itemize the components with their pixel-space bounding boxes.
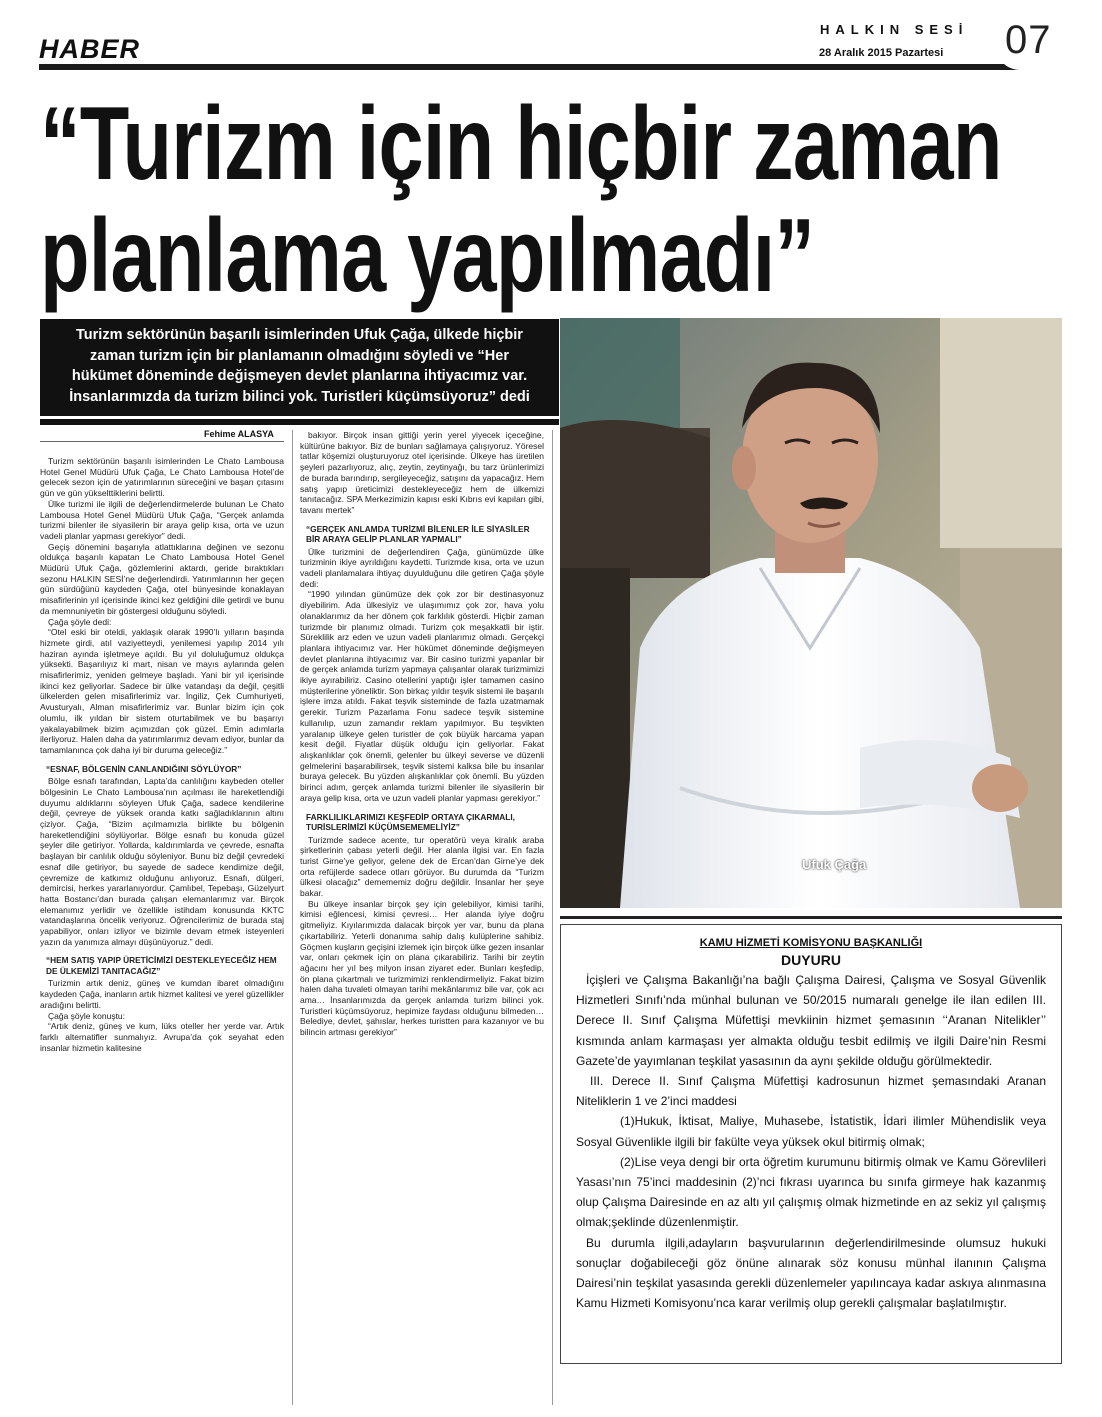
article-paragraph: Geçiş dönemini başarıyla atlattıklarına değinen ve sezonu oldukça başarılı kapatan Le Chato Lambousa Hotel Genel Müdürü Ufuk Çağa, gözlemlerini aktardı, geride bıraktıkları sezonu HALKIN SESİ’ne değerlendirdi. Yatırımlarının her geçen gün sürdüğünü kaydeden Çağa, otel bünyesinde konaklayan misafirlerinin yıl içerisinde ikinci kez geldiğini dile getirdi ve bunu da memnuniyetin bir göstergesi olduğunu söyledi.	[40, 541, 284, 616]
publication-name: HALKIN SESİ	[820, 22, 969, 37]
article-paragraph: Bölge esnafı tarafından, Lapta’da canlılığını kaybeden oteller bölgesinin Le Chato Lambousa’nın açılması ile hareketlendiği duyumu aldıklarını söyleyen Ufuk Çağa, sadece kendilerine değil, çevreye de yüksek oranda katkı sağladıklarının altını çiziyor. Çağa, “Bizim açılmamızla birlikte bu bölgenin hareketlendiğini söylüyorlar. Bölge esnafı bu konuda güzel şeyler dile getiriyor. Yollarda, kaldırımlarda ve çevrede, esnafta başlayan bir canlılık olduğu söyleniyor. Bunu biz değil çevredeki esnaf dile getiriyor, bu sayede de sadece kendimize değil, çevremize de katkımız olduğunu anlıyoruz. Esnafı, dülgeri, demircisi, herkes yararlanıyordur. Çamlıbel, Tepebaşı, Güzelyurt hatta Bostancı’dan burada çalışan elemanlarımız var. Birçok elemanımız yerlidir ve özellikle istihdam konusunda KKTC vatandaşlarına öncelik veriyoruz. Öğrencilerimiz de burada staj yapabiliyor, onları izliyor ve bizimle devam etmek isteyenleri yazın da yanımıza almayı düşünüyoruz.” dedi.	[40, 776, 284, 947]
article-paragraph: Ülke turizmini de değerlendiren Çağa, günümüzde ülke turizminin ikiye ayrıldığını kaydetti. Turizmde kısa, orta ve uzun vadeli planlamalara ihtiyaç duyulduğunu dile getiren Çağa şöyle dedi:	[300, 546, 544, 589]
article-paragraph: Turizm sektörünün başarılı isimlerinden Le Chato Lambousa Hotel Genel Müdürü Ufuk Çağa, Le Chato Lambousa Hotel’de gelecek sezon için de yatırımlarının süreceğini ve başarı çıtasını gün ve gün yükselttiklerini belirtti.	[40, 456, 284, 499]
notice-paragraph: III. Derece II. Sınıf Çalışma Müfettişi kadrosunun hizmet şemasındaki Aranan Niteliklerin 1 ve 2’inci maddesi	[576, 1074, 1046, 1109]
lead-box	[40, 319, 559, 416]
notice-title: KAMU HİZMETİ KOMİSYONU BAŞKANLIĞI	[699, 937, 923, 949]
article-paragraph: Bu ülkeye insanlar birçok şey için gelebiliyor, kimisi tarihi, kimisi eğlencesi, kimisi çevresi… Her alanda iyiye doğru gitmeliyiz. Kıyılarımızda dalacak birçok yer var, bunu da plana çıkartabiliriz. Yeterli donanıma sahip dalış kulüplerine sahibiz. Göçmen kuşların geçişini izlemek için birçok ülke gezen insanlar var, onları çekmek için on plana çıkarabiliriz. Tarihi bir zeytin ağacını her yıl beş milyon insan ziyaret eder. Bunları keşfedip, ön plana çıkartmalı ve turizmimizi renklendirmeliyiz. Fakat bizim halen daha tuvaleti olmayan tarihi mekânlarımız bile var, çok acı ama… İnsanlarımızda da gerçek anlamda turizm bilinci yok. Turistleri küçümsüyoruz, hepimize faydası olduğunu bilmeden… Belediye, devlet, şahıslar, herkes turistten para kazanıyor ve bu bilincin artması gerekiyor”	[300, 898, 544, 1038]
headline-line-2: planlama yapılmadı”	[40, 198, 815, 314]
section-label: HABER	[39, 34, 141, 64]
notice-content	[576, 936, 1046, 1313]
headline-line-1: “Turizm için hiçbir zaman	[40, 86, 1002, 202]
column-divider	[552, 430, 553, 1405]
portrait-photo	[560, 318, 1062, 908]
article-paragraph: “Otel eski bir oteldi, yaklaşık olarak 1990’lı yılların başında hizmete girdi, atıl vaziyetteydi, yenilemesi yapılıp 2014 yılı haziran ayında işletmeye açıldı. Bu yıl doluluğumuz oldukça yüksekti. Başarılıyız ki mart, nisan ve mayıs aylarında gelen misafirlerimiz, yeniden gelmeye başladı. Yani bir yıl içerisinde ikinci kez geliyorlar. Sadece bir ülke vatandaşı da değil, çeşitli ülkelerden gelen misafirlerimiz var. İngiliz, Çek Cumhuriyeti, Avusturyalı, Alman misafirlerimiz var. Bunlar bizim için çok olumlu, ilk yıldan bir sistem oturtabilmek ve bu başarıyı yakalayabilmek bizim açımızdan çok güzel. Emin adımlarla ilerliyoruz. Halen daha da yatırımlarımız devam ediyor, bunlar da tamamlanınca çok daha iyi bir duruma geleceğiz.”	[40, 627, 284, 755]
headline	[40, 86, 1002, 314]
article-paragraph: Çağa şöyle dedi:	[48, 616, 112, 627]
article-column-1	[40, 456, 284, 1053]
article-subheading: “HEM SATIŞ YAPIP ÜRETİCİMİZİ DESTEKLEYECEĞİZ HEM DE ÜLKEMİZİ TANITACAĞIZ”	[46, 955, 277, 976]
byline: Fehime ALASYA	[204, 429, 274, 439]
article-subheading: “GERÇEK ANLAMDA TURİZMİ BİLENLER İLE SİYASİLER BİR ARAYA GELİP PLANLAR YAPMALI”	[306, 523, 530, 545]
lead-underline	[40, 419, 559, 425]
publication-date: 28 Aralık 2015 Pazartesi	[819, 47, 944, 59]
header-rule	[39, 64, 1062, 70]
article-paragraph: Turizmin artık deniz, güneş ve kumdan ibaret olmadığını kaydeden Çağa, inanların artık hizmet kalitesi ve yerel güzellikler aradığını belirtti.	[40, 978, 284, 1010]
article-subheading: FARKLILIKLARIMIZI KEŞFEDİP ORTAYA ÇIKARMALI, TURİSLERİMİZİ KÜÇÜMSEMEMELİYİZ”	[306, 811, 515, 832]
lead-line: zaman turizm için bir planlamanın olmadığını söyledi ve “Her	[90, 347, 509, 364]
column-divider	[292, 430, 293, 1405]
notice-subtitle: DUYURU	[781, 952, 841, 968]
lead-line: hükümet döneminde değişmeyen devlet planlarına ihtiyacımız var.	[71, 368, 528, 384]
notice-paragraph: (2)Lise veya dengi bir orta öğretim kurumunu bitirmiş olmak ve Kamu Görevlileri Yasası’nın 75’inci maddesinin (2)’nci fıkrası uyarınca bu sınıfa girmeye hak kazanmış olup Çalışma Dairesinde en az altı yıl çalışmış olmak hizmetinde en az sekiz yıl çalışmış olmak;şeklinde düzenlenmiştir.	[576, 1154, 1046, 1230]
lead-line: İnsanlarımızda da turizm bilinci yok. Turistleri küçümsüyoruz” dedi	[69, 388, 530, 405]
lead-line: Turizm sektörünün başarılı isimlerinden Ufuk Çağa, ülkede hiçbir	[76, 327, 523, 343]
article-subheading: “ESNAF, BÖLGENİN CANLANDIĞINI SÖYLÜYOR”	[46, 763, 242, 774]
article-paragraph: Çağa şöyle konuştu:	[48, 1010, 126, 1021]
page-number: 07	[1005, 18, 1052, 62]
article-column-2	[300, 430, 544, 1038]
article-paragraph: bakıyor. Birçok insan gittiği yerin yerel yiyecek içeceğine, kültürüne bakıyor. Biz de bunları sağlamaya çalışıyoruz. Yöresel tatlar köşemizi oluşturuyoruz otel içerisinde. Ülkeye has üretilen şeyleri pazarlıyoruz, alıç, zeytin, zeytinyağı, bu tarz ürünlerimizi de burada barındırıp, sergileyeceğiz, satışını da yapacağız. Hem satış yapıp üreticimizi destekleyeceğiz hem de ülkemizi tanıtacağız. SPA Merkezimizin kapısı eski Kıbrıs evi kapıları gibi, tavanı mertek”	[300, 430, 544, 515]
notice-paragraph: Bu durumla ilgili,adayların başvurularının değerlendirilmesinde olumsuz hukuki sonuçlar doğabileceği göz önüne alınarak söz konusu münhal ilanının Çalışma Dairesi’nin teşkilat yasasında gerekli düzenlemeler yapılıncaya kadar askıya alınmasına Kamu Hizmeti Komisyonu’nca karar verilmiş olup gerekli çalışmalar başlatılmıştır.	[576, 1235, 1046, 1311]
byline-rule	[40, 441, 284, 442]
article-paragraph: Turizmde sadece acente, tur operatörü veya kiralık araba şirketlerinin çabası yeterli değil. Her alanla ilgisi var. En fazla turist Girne’ye geliyor, gelene dek de Ercan’dan Girne’ye dek orta refüjlerde sadece otları görüyor. Bu durumda da “Turizm ülkesi olacağız” demememiz doğru değildir. İnsanlar her şeye bakar.	[300, 834, 544, 899]
notice-paragraph: (1)Hukuk, İktisat, Maliye, Muhasebe, İstatistik, İdari ilimler Mühendislik veya Sosyal Güvenlikle ilgili bir fakülte veya yüksek okul bitirmiş olmak;	[576, 1114, 1046, 1149]
notice-top-rule	[560, 916, 1062, 919]
article-paragraph: “Artık deniz, güneş ve kum, lüks oteller her yerde var. Artık farklı alternatifler sunmalıyız. Avrupa’da çok seyahat eden insanlar hizmetin kalitesine	[40, 1021, 284, 1053]
article-paragraph: Ülke turizmi ile ilgili de değerlendirmelerde bulunan Le Chato Lambousa Hotel Genel Müdürü Ufuk Çağa, “Gerçek anlamda turizmi bilenler ile siyasilerin bir araya gelip kısa, orta ve uzun vadeli planlar yapması gerekiyor” dedi.	[40, 498, 284, 541]
notice-paragraph: İçişleri ve Çalışma Bakanlığı’na bağlı Çalışma Dairesi, Çalışma ve Sosyal Güvenlik Hizmetleri Sınıfı’nda münhal bulunan ve 50/2015 numaralı genelge ile ilan edilen III. Derece II. Sınıf Çalışma Müfettişi mevkiinin hizmet şemasının ‘‘Aranan Nitelikler’’ kısmında anlam karmaşası yer almakta olduğu tesbit edilmiş ve ilgili Daire’nin Resmi Gazete’de yayımlanan teşkilat yasasının da aynı şekilde olduğu görülmektedir.	[576, 973, 1046, 1068]
portrait-illustration	[560, 318, 1062, 908]
photo-caption: Ufuk Çağa	[802, 857, 867, 872]
article-paragraph: “1990 yılından günümüze dek çok zor bir destinasyonuz diyebilirim. Ada ülkesiyiz ve ulaşımımız çok zor, hava yolu olanaklarımız da her dönem çok farklılık gösterdi. Hiçbir zaman turizmde bir planımız olmadı. Turizm çok meşakkatli bir iştir. Süreklilik arz eden ve uzun vadeli planlarımız olmadı. Gerçekçi planlara ihtiyacımız var. Her hükümet döneminde değişmeyen devlet planlarına ihtiyacımız var. Bir casino turizmi yapanlar bir de gerçek anlamda turizm yapmaya çalışanlar olarak turizmimizi ikiye ayırabiliriz. Casino otellerini yaptığı işler tamamen casino müşterilerine yöneliktir. Son birkaç yıldır teşvik sistemi ile başarılı işlere imza atıldı. Fakat teşvik sisteminde de fazla uzatmamak gerekir. Turizm Pazarlama Fonu sadece teşvik sistemine kullanılıp, uzun zamandır reklam yapılmıyor. Bu teşvikten yaralanıp ülkeye gelen turistler de çok büyük harcama yapan kesit değil. Fiyatlar düşük olduğu için geliyorlar. Fakat alışkanlıklar çok önemli, gelenler bu ülkeyi severse ve düzenli gelmelerini başarabilirsek, teşvik sistemi kalksa bile bu insanlar buraya gelecek. Bu yüzden alışkanlıklar çok önemli. Bu yüzden birinci adım, gerçek anlamda turizmi bilenler ile siyasilerin bir araya gelip kısa, orta ve uzun vadeli planlar yapması gerekiyor.”	[300, 589, 544, 803]
